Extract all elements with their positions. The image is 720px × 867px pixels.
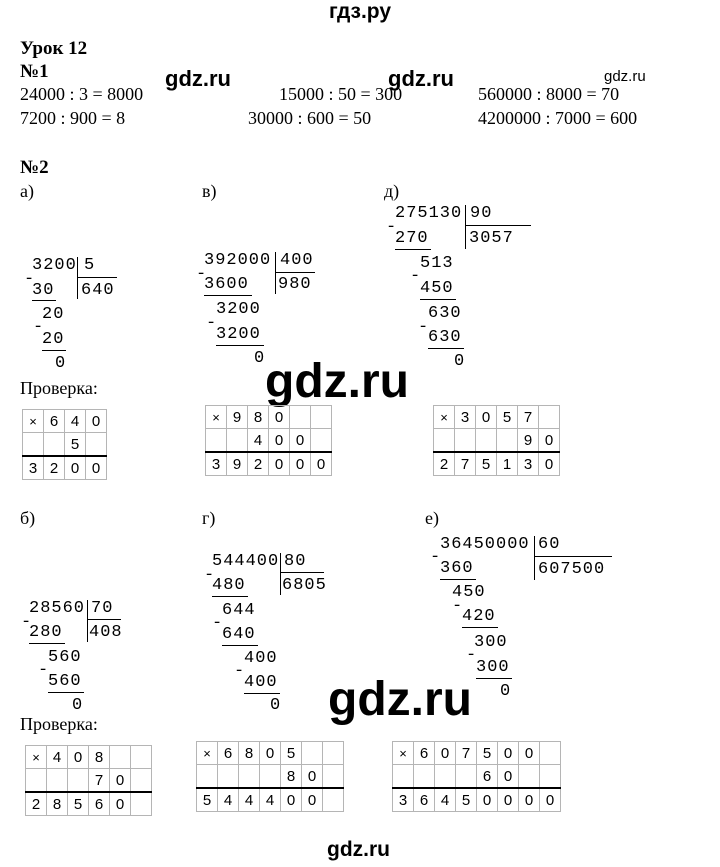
check-cell bbox=[414, 765, 435, 789]
check-cell bbox=[206, 429, 227, 453]
check-cell: × bbox=[197, 742, 218, 765]
step: 480 bbox=[212, 576, 246, 595]
check-cell: 4 bbox=[218, 788, 239, 812]
check-cell: × bbox=[393, 742, 414, 765]
check-cell: 0 bbox=[435, 742, 456, 765]
check-cell: 9 bbox=[518, 429, 539, 453]
check-cell: 6 bbox=[477, 765, 498, 789]
divisor: 400 bbox=[280, 251, 314, 270]
check-label: Проверка: bbox=[20, 714, 98, 734]
check-cell: 5 bbox=[476, 452, 497, 476]
quotient: 607500 bbox=[538, 560, 606, 579]
check-table-a bbox=[22, 409, 107, 480]
step: 20 bbox=[42, 305, 65, 324]
dividend: 3200 bbox=[32, 256, 77, 275]
check-cell bbox=[68, 769, 89, 793]
check-cell: 0 bbox=[260, 742, 281, 765]
check-cell: 3 bbox=[206, 452, 227, 476]
check-cell: 0 bbox=[539, 429, 560, 453]
check-table-e bbox=[392, 741, 561, 812]
check-cell: 9 bbox=[227, 406, 248, 429]
step: 450 bbox=[420, 279, 454, 298]
check-cell bbox=[476, 429, 497, 453]
label-a: а) bbox=[20, 181, 34, 201]
check-cell: × bbox=[23, 410, 44, 433]
check-cell: 3 bbox=[518, 452, 539, 476]
label-e: е) bbox=[425, 508, 439, 528]
check-table-v bbox=[205, 405, 332, 476]
check-cell: 1 bbox=[497, 452, 518, 476]
check-cell: 8 bbox=[239, 742, 260, 765]
step: 270 bbox=[395, 229, 429, 248]
check-cell: 0 bbox=[498, 742, 519, 765]
check-cell: 3 bbox=[393, 788, 414, 812]
step: 300 bbox=[476, 658, 510, 677]
step: 360 bbox=[440, 559, 474, 578]
check-cell bbox=[44, 433, 65, 457]
dividend: 275130 bbox=[395, 204, 463, 223]
step: 30 bbox=[32, 281, 55, 300]
check-cell bbox=[435, 765, 456, 789]
watermark: gdz.ru bbox=[328, 673, 472, 726]
check-row bbox=[197, 788, 344, 812]
check-cell: 6 bbox=[414, 742, 435, 765]
step: 0 bbox=[55, 354, 67, 373]
exercise-1-title: №1 bbox=[20, 61, 49, 82]
check-row bbox=[26, 792, 152, 816]
quotient: 980 bbox=[278, 275, 312, 294]
check-cell: 0 bbox=[110, 792, 131, 816]
site-footer: gdz.ru bbox=[327, 838, 390, 861]
step: 20 bbox=[42, 330, 65, 349]
equation: 30000 : 600 = 50 bbox=[248, 108, 372, 128]
step: 640 bbox=[222, 625, 256, 644]
page: гдз.ру gdz.ru gdz.ru gdz.ru gdz.ru gdz.ru gdz.ru Урок 12 №1 24000 : 3 = 8000 15000 : 50 = 300 560000 : 8000 = 70 7200 : 900 = 8 30000 : 600 = 50 4200000 : 7000 = 600 №2 а) в) д) б) г) е) 3200 5 640 - 30 20 - 20 0 392000 400 980 - 3600 3200 - 3200 0 275130 90 3057 - 270 513 - 450 630 - 630 0 28560 70 408 - 280 560 - 560 0 544400 80 6805 - 480 644 - 640 400 - 400 0 36450000 60 607500 - 360 450 - 420 300 - 300 0 Проверка: Проверка: × 6 4 0 5 3 2 0 0 × 9 8 0 4 0 0 3 9 2 0 0 0 × 3 0 5 7 9 0 2 7 5 1 3 0 × 4 0 8 7 0 2 8 5 6 0 × 6 8 0 5 8 0 5 4 4 4 0 0 × 6 0 7 5 0 0 6 0 3 6 4 5 0 0 0 0 bbox=[20, 0, 646, 861]
check-cell: 4 bbox=[47, 746, 68, 769]
site-header: гдз.ру bbox=[329, 0, 392, 23]
step: 300 bbox=[474, 633, 508, 652]
check-row bbox=[197, 742, 344, 765]
check-cell: 0 bbox=[498, 765, 519, 789]
check-cell: × bbox=[434, 406, 455, 429]
check-cell: 0 bbox=[86, 456, 107, 480]
check-row bbox=[393, 788, 561, 812]
check-cell: 6 bbox=[89, 792, 110, 816]
step: 400 bbox=[244, 649, 278, 668]
check-cell bbox=[23, 433, 44, 457]
check-table-g bbox=[196, 741, 344, 812]
check-cell: 4 bbox=[248, 429, 269, 453]
label-b: б) bbox=[20, 508, 36, 528]
check-cell: 5 bbox=[197, 788, 218, 812]
check-cell: 3 bbox=[23, 456, 44, 480]
check-cell: 4 bbox=[435, 788, 456, 812]
check-cell bbox=[131, 769, 152, 793]
equation: 7200 : 900 = 8 bbox=[20, 108, 126, 128]
check-cell bbox=[131, 792, 152, 816]
watermark: gdz.ru bbox=[388, 66, 454, 91]
check-cell bbox=[239, 765, 260, 789]
check-table-d bbox=[433, 405, 560, 476]
check-cell: 0 bbox=[519, 788, 540, 812]
divisor: 60 bbox=[538, 535, 561, 554]
step: 0 bbox=[72, 696, 84, 715]
check-cell: 6 bbox=[218, 742, 239, 765]
step: 0 bbox=[500, 682, 512, 701]
check-cell: 0 bbox=[539, 452, 560, 476]
label-v: в) bbox=[202, 181, 217, 201]
check-cell: 2 bbox=[248, 452, 269, 476]
check-cell: 7 bbox=[455, 452, 476, 476]
step: 0 bbox=[270, 696, 282, 715]
label-d: д) bbox=[384, 181, 400, 201]
check-row bbox=[393, 765, 561, 789]
check-row bbox=[26, 746, 152, 769]
check-cell: 8 bbox=[281, 765, 302, 789]
exercise-2-title: №2 bbox=[20, 157, 49, 178]
check-cell: 0 bbox=[269, 406, 290, 429]
step: 0 bbox=[454, 352, 466, 371]
dividend: 36450000 bbox=[440, 535, 530, 554]
quotient: 3057 bbox=[469, 229, 514, 248]
check-cell bbox=[26, 769, 47, 793]
check-cell bbox=[539, 406, 560, 429]
check-cell: 8 bbox=[47, 792, 68, 816]
check-cell: 0 bbox=[68, 746, 89, 769]
step: 560 bbox=[48, 648, 82, 667]
check-cell: × bbox=[206, 406, 227, 429]
step: 3200 bbox=[216, 300, 261, 319]
check-cell bbox=[131, 746, 152, 769]
check-cell: 5 bbox=[65, 433, 86, 457]
check-row bbox=[434, 406, 560, 429]
check-cell: 4 bbox=[260, 788, 281, 812]
check-row bbox=[23, 433, 107, 457]
check-cell bbox=[302, 742, 323, 765]
check-table-b bbox=[25, 745, 152, 816]
check-cell: 3 bbox=[455, 406, 476, 429]
step: 3600 bbox=[204, 275, 249, 294]
check-cell bbox=[227, 429, 248, 453]
step: 0 bbox=[254, 349, 266, 368]
check-cell: 0 bbox=[302, 788, 323, 812]
check-row bbox=[23, 456, 107, 480]
check-cell bbox=[218, 765, 239, 789]
divisor: 90 bbox=[470, 204, 493, 223]
check-cell bbox=[86, 433, 107, 457]
check-row bbox=[393, 742, 561, 765]
check-cell: 0 bbox=[311, 452, 332, 476]
check-cell: × bbox=[26, 746, 47, 769]
check-cell: 5 bbox=[477, 742, 498, 765]
check-label: Проверка: bbox=[20, 378, 98, 398]
step: 513 bbox=[420, 254, 454, 273]
step: 420 bbox=[462, 607, 496, 626]
check-cell bbox=[519, 765, 540, 789]
check-cell: 5 bbox=[281, 742, 302, 765]
check-cell: 0 bbox=[65, 456, 86, 480]
check-cell bbox=[323, 788, 344, 812]
equation: 4200000 : 7000 = 600 bbox=[478, 108, 638, 128]
check-cell: 7 bbox=[456, 742, 477, 765]
dividend: 544400 bbox=[212, 552, 280, 571]
check-cell: 0 bbox=[476, 406, 497, 429]
label-g: г) bbox=[202, 508, 216, 528]
check-cell: 8 bbox=[248, 406, 269, 429]
step: 450 bbox=[452, 583, 486, 602]
check-cell: 0 bbox=[498, 788, 519, 812]
equation: 15000 : 50 = 300 bbox=[279, 84, 403, 104]
check-cell bbox=[47, 769, 68, 793]
check-cell bbox=[311, 406, 332, 429]
check-cell bbox=[323, 742, 344, 765]
step: 560 bbox=[48, 672, 82, 691]
check-row bbox=[206, 452, 332, 476]
check-cell: 0 bbox=[290, 429, 311, 453]
check-cell: 0 bbox=[302, 765, 323, 789]
check-cell bbox=[197, 765, 218, 789]
check-cell: 5 bbox=[456, 788, 477, 812]
check-cell bbox=[455, 429, 476, 453]
check-row bbox=[434, 429, 560, 453]
check-cell bbox=[290, 406, 311, 429]
check-cell: 4 bbox=[65, 410, 86, 433]
check-cell: 7 bbox=[518, 406, 539, 429]
watermark: gdz.ru bbox=[265, 355, 409, 408]
quotient: 640 bbox=[81, 281, 115, 300]
check-cell: 0 bbox=[269, 429, 290, 453]
check-cell: 5 bbox=[497, 406, 518, 429]
check-cell: 0 bbox=[290, 452, 311, 476]
check-cell: 2 bbox=[434, 452, 455, 476]
step: 400 bbox=[244, 673, 278, 692]
check-row bbox=[26, 769, 152, 793]
check-cell bbox=[540, 742, 561, 765]
check-cell: 6 bbox=[414, 788, 435, 812]
check-cell bbox=[456, 765, 477, 789]
check-cell: 0 bbox=[281, 788, 302, 812]
check-cell bbox=[540, 765, 561, 789]
check-row bbox=[434, 452, 560, 476]
watermark: gdz.ru bbox=[604, 68, 646, 85]
divisor: 80 bbox=[284, 552, 307, 571]
check-cell: 6 bbox=[44, 410, 65, 433]
step: 280 bbox=[29, 623, 63, 642]
step: 644 bbox=[222, 601, 256, 620]
watermark: gdz.ru bbox=[165, 66, 231, 91]
check-cell: 9 bbox=[227, 452, 248, 476]
step: 3200 bbox=[216, 325, 261, 344]
check-cell: 8 bbox=[89, 746, 110, 769]
quotient: 408 bbox=[89, 623, 123, 642]
check-cell: 0 bbox=[110, 769, 131, 793]
check-cell: 0 bbox=[86, 410, 107, 433]
divisor: 5 bbox=[84, 256, 96, 275]
check-row bbox=[206, 429, 332, 453]
dividend: 392000 bbox=[204, 251, 272, 270]
check-cell: 0 bbox=[477, 788, 498, 812]
check-row bbox=[23, 410, 107, 433]
check-cell bbox=[393, 765, 414, 789]
check-cell: 5 bbox=[68, 792, 89, 816]
lesson-title: Урок 12 bbox=[20, 38, 88, 59]
check-cell: 7 bbox=[89, 769, 110, 793]
dividend: 28560 bbox=[29, 599, 86, 618]
check-cell bbox=[434, 429, 455, 453]
check-row bbox=[206, 406, 332, 429]
check-cell: 0 bbox=[519, 742, 540, 765]
check-cell: 0 bbox=[540, 788, 561, 812]
check-cell: 2 bbox=[44, 456, 65, 480]
check-cell: 4 bbox=[239, 788, 260, 812]
equation: 560000 : 8000 = 70 bbox=[478, 84, 620, 104]
check-cell bbox=[323, 765, 344, 789]
check-row bbox=[197, 765, 344, 789]
equation: 24000 : 3 = 8000 bbox=[20, 84, 144, 104]
step: 630 bbox=[428, 328, 462, 347]
divisor: 70 bbox=[91, 599, 114, 618]
quotient: 6805 bbox=[282, 576, 327, 595]
step: 630 bbox=[428, 304, 462, 323]
check-cell: 2 bbox=[26, 792, 47, 816]
check-cell bbox=[110, 746, 131, 769]
check-cell: 0 bbox=[269, 452, 290, 476]
check-cell bbox=[497, 429, 518, 453]
check-cell bbox=[260, 765, 281, 789]
check-cell bbox=[311, 429, 332, 453]
